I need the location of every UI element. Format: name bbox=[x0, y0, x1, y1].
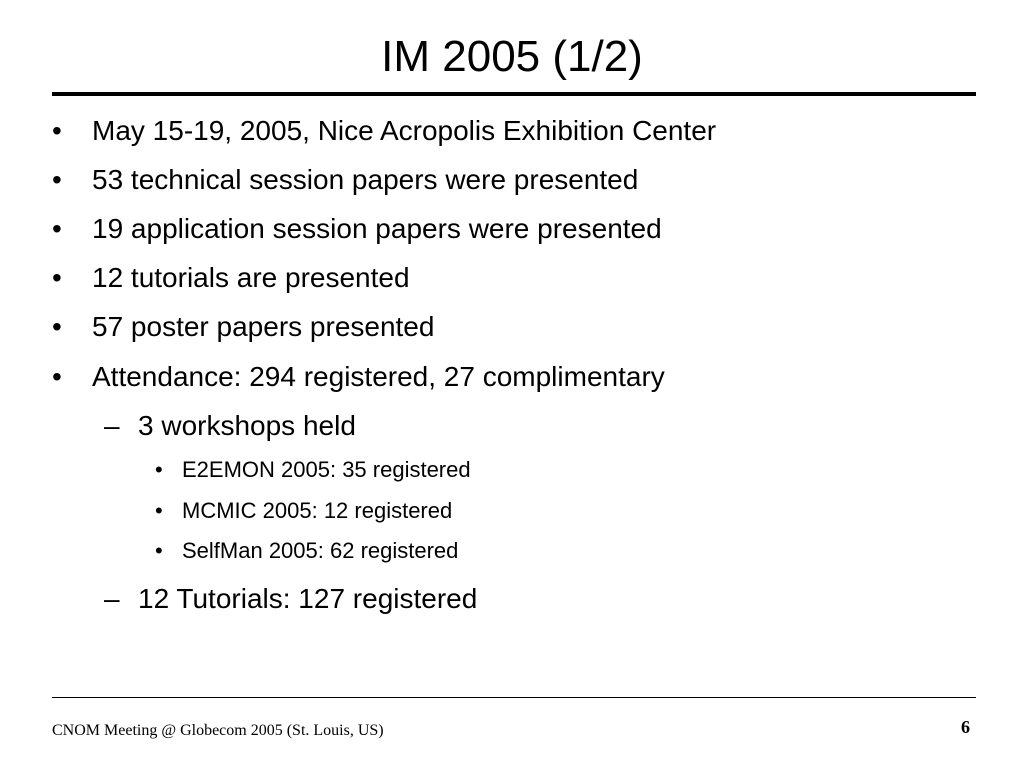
workshop-item bbox=[155, 537, 458, 565]
bullet-marker: • bbox=[155, 498, 163, 523]
bullet-marker: • bbox=[155, 538, 163, 563]
footer-divider bbox=[52, 697, 976, 698]
bullet-item bbox=[52, 212, 662, 246]
bullet-item bbox=[52, 163, 638, 197]
sub-item-text: 12 Tutorials: 127 registered bbox=[138, 583, 478, 614]
bullet-item bbox=[52, 261, 410, 295]
bullet-text: 53 technical session papers were presented bbox=[92, 164, 639, 195]
bullet-item bbox=[52, 114, 716, 148]
dash-marker: – bbox=[104, 410, 120, 441]
slide-title: IM 2005 (1/2) bbox=[381, 32, 643, 81]
page-number: 6 bbox=[961, 717, 970, 737]
sub-item bbox=[104, 582, 477, 616]
bullet-marker: • bbox=[52, 115, 62, 146]
workshop-item bbox=[155, 497, 452, 525]
bullet-item bbox=[52, 360, 665, 394]
sub-item bbox=[104, 409, 356, 443]
workshop-text: SelfMan 2005: 62 registered bbox=[182, 538, 459, 563]
bullet-marker: • bbox=[52, 213, 62, 244]
bullet-marker: • bbox=[155, 457, 163, 482]
bullet-text: May 15-19, 2005, Nice Acropolis Exhibition Center bbox=[92, 115, 717, 146]
bullet-item bbox=[52, 310, 434, 344]
bullet-text: 19 application session papers were presented bbox=[92, 213, 662, 244]
sub-item-text: 3 workshops held bbox=[138, 410, 356, 441]
workshop-text: E2EMON 2005: 35 registered bbox=[182, 457, 471, 482]
bullet-marker: • bbox=[52, 262, 62, 293]
bullet-text: 57 poster papers presented bbox=[92, 311, 435, 342]
bullet-marker: • bbox=[52, 311, 62, 342]
footer-caption: CNOM Meeting @ Globecom 2005 (St. Louis, US) bbox=[52, 722, 384, 739]
workshop-item bbox=[155, 456, 471, 484]
bullet-marker: • bbox=[52, 361, 62, 392]
dash-marker: – bbox=[104, 583, 120, 614]
bullet-text: Attendance: 294 registered, 27 complimentary bbox=[92, 361, 665, 392]
bullet-text: 12 tutorials are presented bbox=[92, 262, 410, 293]
workshop-text: MCMIC 2005: 12 registered bbox=[182, 498, 453, 523]
bullet-marker: • bbox=[52, 164, 62, 195]
